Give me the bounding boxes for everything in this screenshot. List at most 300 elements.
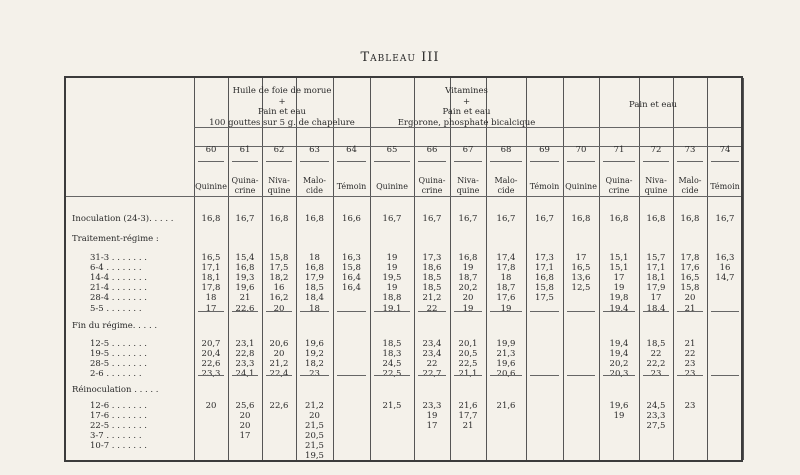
table-cell: 16,7 — [715, 214, 735, 224]
table-cell: 17 — [426, 421, 438, 431]
table-cell: 22 — [684, 349, 696, 359]
block-underline — [490, 375, 522, 376]
table-cell: 12,5 — [571, 283, 591, 293]
table-cell: 16,8 — [201, 214, 221, 224]
table-cell: 17,9 — [305, 273, 324, 283]
table-cell: 27,5 — [646, 421, 666, 431]
table-cell: 17 — [239, 431, 251, 441]
table-cell: 23,4 — [422, 339, 442, 349]
table-cell: 18 — [500, 273, 512, 283]
column-number: 73 — [684, 145, 696, 155]
table-cell: 16,8 — [269, 214, 289, 224]
table-cell: 20 — [205, 401, 217, 411]
cell-underline — [418, 161, 446, 162]
table-cell: 22 — [426, 304, 438, 314]
table-cell: 21,6 — [496, 401, 516, 411]
block-underline — [418, 375, 446, 376]
cell-underline — [677, 161, 703, 162]
table-cell: 17 — [205, 304, 217, 314]
table-cell: 16,7 — [235, 214, 255, 224]
column-drug-label-line: Niva- — [268, 176, 290, 185]
row-label: 28-5 . . . . . . . — [90, 359, 147, 369]
table-cell: 19,1 — [382, 304, 402, 314]
cell-underline — [603, 196, 635, 197]
table-cell: 24,5 — [382, 359, 402, 369]
table-cell: 17,6 — [496, 293, 516, 303]
table-cell: 22,5 — [458, 359, 478, 369]
table-cell: 16,5 — [680, 273, 700, 283]
group-header — [194, 86, 370, 128]
table-cell: 21 — [462, 421, 474, 431]
column-drug-label — [370, 182, 414, 192]
table-cell: 23 — [684, 401, 696, 411]
cell-underline — [232, 196, 258, 197]
cell-underline — [490, 161, 522, 162]
table-cell: 18,6 — [422, 263, 442, 273]
table-cell: 21,5 — [382, 401, 402, 411]
table-cell: 16,7 — [535, 214, 554, 224]
table-cell: 16,3 — [342, 253, 361, 263]
table-cell: 21,3 — [496, 349, 516, 359]
table-cell: 16,4 — [342, 283, 361, 293]
table-cell: 19,6 — [609, 401, 629, 411]
block-underline — [337, 311, 366, 312]
table-cell: 18,7 — [458, 273, 478, 283]
table-cell: 17 — [613, 273, 625, 283]
table-cell: 24,5 — [646, 401, 666, 411]
row-label: 21-4 . . . . . . . — [90, 283, 147, 293]
table-cell: 18 — [309, 253, 320, 263]
column-drug-label-line: Témoin — [336, 182, 367, 191]
block-underline — [643, 375, 669, 376]
table-cell: 20,7 — [201, 339, 221, 349]
table-cell: 22 — [426, 359, 438, 369]
block-underline — [643, 311, 669, 312]
column-number: 65 — [386, 145, 398, 155]
table-cell: 22,2 — [646, 359, 666, 369]
table-cell: 15,8 — [269, 253, 289, 263]
column-number: 62 — [273, 145, 285, 155]
table-cell: 19,4 — [609, 339, 629, 349]
table-cell: 20 — [273, 304, 285, 314]
table-cell: 22,5 — [382, 369, 402, 379]
table-cell: 19 — [500, 304, 512, 314]
column-drug-label — [296, 176, 333, 196]
table-cell: 19,6 — [235, 283, 255, 293]
table-cell: 16,8 — [609, 214, 629, 224]
column-divider — [743, 78, 744, 460]
cell-underline — [374, 161, 410, 162]
table-cell: 16 — [273, 283, 285, 293]
table-cell: 18,1 — [201, 273, 221, 283]
table-cell: 16,3 — [715, 253, 735, 263]
table-cell: 19,5 — [382, 273, 402, 283]
table-cell: 20 — [273, 349, 285, 359]
section-label: Traitement-régime : — [72, 234, 159, 244]
row-label: 2-6 . . . . . . . — [90, 369, 142, 379]
table-cell: 25,6 — [235, 401, 255, 411]
table-cell: 17,8 — [680, 253, 700, 263]
column-drug-label-line: crine — [421, 186, 443, 195]
column-drug-label-line: Malo- — [302, 176, 327, 185]
group-header-line: Pain et eau — [628, 100, 678, 110]
table-cell: 18,8 — [382, 293, 402, 303]
table-cell: 16,8 — [680, 214, 700, 224]
table-cell: 19 — [462, 263, 474, 273]
table-cell: 18,2 — [305, 359, 324, 369]
column-drug-label — [486, 176, 526, 196]
row-label: 6-4 . . . . . . . — [90, 263, 142, 273]
data-table — [64, 76, 743, 462]
column-number: 63 — [309, 145, 320, 155]
cell-underline — [198, 196, 224, 197]
table-cell: 23 — [684, 369, 696, 379]
row-label: 22-5 . . . . . . . — [90, 421, 147, 431]
block-underline — [232, 311, 258, 312]
row-label: 5-5 . . . . . . . — [90, 304, 142, 314]
table-cell: 16,8 — [646, 214, 666, 224]
table-cell: 18,2 — [269, 273, 289, 283]
cell-underline — [198, 161, 224, 162]
table-cell: 19 — [386, 263, 398, 273]
cell-underline — [711, 196, 739, 197]
table-cell: 19 — [386, 283, 398, 293]
block-underline — [454, 375, 482, 376]
block-underline — [603, 375, 635, 376]
table-cell: 23,3 — [201, 369, 221, 379]
table-cell: 17,1 — [535, 263, 554, 273]
table-cell: 20,4 — [201, 349, 221, 359]
table-cell: 24,1 — [235, 369, 255, 379]
row-label: 31-3 . . . . . . . — [90, 253, 147, 263]
column-drug-label — [450, 176, 486, 196]
column-number: 74 — [719, 145, 731, 155]
table-cell: 14,7 — [715, 273, 735, 283]
group-header-line: 100 gouttes sur 5 g. de chapelure — [209, 117, 355, 128]
cell-underline — [490, 196, 522, 197]
column-drug-label — [673, 176, 707, 196]
table-cell: 17,5 — [535, 293, 554, 303]
table-cell: 13,6 — [571, 273, 591, 283]
cell-underline — [711, 161, 739, 162]
column-drug-label — [333, 182, 370, 192]
column-drug-label-line: Témoin — [710, 182, 740, 191]
column-number: 69 — [539, 145, 550, 155]
column-drug-label-line: Niva- — [457, 176, 479, 185]
table-cell: 23,3 — [646, 411, 666, 421]
table-cell: 17,4 — [496, 253, 516, 263]
table-cell: 18,3 — [382, 349, 402, 359]
column-drug-label — [194, 182, 228, 192]
table-cell: 21,2 — [269, 359, 289, 369]
table-cell: 17,1 — [201, 263, 221, 273]
table-cell: 18,5 — [646, 339, 666, 349]
table-cell: 21,5 — [305, 441, 324, 451]
cell-underline — [300, 196, 329, 197]
block-underline — [530, 311, 559, 312]
table-cell: 19,5 — [305, 451, 324, 461]
table-cell: 16,8 — [535, 273, 554, 283]
table-cell: 20,3 — [609, 369, 629, 379]
cell-underline — [643, 161, 669, 162]
column-drug-label-line: Témoin — [529, 182, 560, 191]
table-cell: 20 — [462, 293, 474, 303]
table-cell: 16 — [719, 263, 731, 273]
table-cell: 21 — [684, 339, 696, 349]
column-drug-label — [526, 182, 563, 192]
cell-underline — [374, 196, 410, 197]
column-number: 70 — [575, 145, 587, 155]
table-cell: 23 — [309, 369, 320, 379]
table-cell: 20,5 — [305, 431, 324, 441]
column-number: 72 — [650, 145, 662, 155]
table-cell: 16,5 — [571, 263, 591, 273]
table-cell: 22,4 — [269, 369, 289, 379]
table-cell: 23,3 — [422, 401, 442, 411]
table-cell: 22 — [650, 349, 662, 359]
column-drug-label-line: Malo- — [494, 176, 518, 185]
block-underline — [266, 311, 292, 312]
block-underline — [454, 311, 482, 312]
cell-underline — [454, 196, 482, 197]
table-cell: 15,8 — [535, 283, 554, 293]
table-cell: 19,6 — [496, 359, 516, 369]
section-label: Fin du régime. . . . . — [72, 321, 158, 331]
cell-underline — [300, 161, 329, 162]
table-cell: 16,8 — [305, 214, 324, 224]
table-cell: 20 — [309, 411, 320, 421]
table-cell: 22,7 — [422, 369, 442, 379]
column-drug-label — [262, 176, 296, 196]
table-cell: 18,4 — [305, 293, 324, 303]
table-cell: 21,5 — [305, 421, 324, 431]
block-underline — [198, 311, 224, 312]
row-label: 17-6 . . . . . . . — [90, 411, 147, 421]
table-cell: 19,2 — [305, 349, 324, 359]
table-cell: 16,7 — [458, 214, 478, 224]
block-underline — [232, 375, 258, 376]
group-header — [370, 86, 563, 128]
cell-underline — [677, 196, 703, 197]
table-cell: 20,2 — [609, 359, 629, 369]
table-cell: 21 — [684, 304, 696, 314]
block-underline — [711, 311, 739, 312]
table-cell: 15,7 — [646, 253, 666, 263]
group-header-line: Ergorone, phosphate bicalcique — [397, 117, 536, 128]
cell-underline — [454, 161, 482, 162]
column-number: 66 — [426, 145, 438, 155]
table-cell: 17,8 — [496, 263, 516, 273]
table-cell: 21,2 — [305, 401, 324, 411]
row-label: 12-6 . . . . . . . — [90, 401, 147, 411]
block-underline — [677, 311, 703, 312]
row-label: 19-5 . . . . . . . — [90, 349, 147, 359]
table-cell: 17,6 — [680, 263, 700, 273]
column-drug-label-line: cide — [306, 186, 323, 195]
group-header-line: Huile de foie de morue — [232, 86, 332, 96]
table-cell: 19 — [426, 411, 438, 421]
table-cell: 20,2 — [458, 283, 478, 293]
cell-underline — [567, 196, 595, 197]
column-drug-label-line: Quina- — [605, 176, 633, 185]
table-cell: 20,6 — [496, 369, 516, 379]
cell-underline — [418, 196, 446, 197]
column-drug-label — [228, 176, 262, 196]
block-underline — [677, 375, 703, 376]
table-cell: 16,7 — [422, 214, 442, 224]
table-cell: 16,2 — [269, 293, 289, 303]
table-cell: 17,5 — [269, 263, 289, 273]
table-cell: 23 — [684, 359, 696, 369]
column-number: 60 — [205, 145, 217, 155]
section-label: Réinoculation . . . . . — [72, 385, 159, 395]
column-drug-label-line: Quina- — [231, 176, 259, 185]
block-underline — [603, 311, 635, 312]
table-cell: 16,8 — [571, 214, 591, 224]
table-cell: 20,6 — [269, 339, 289, 349]
table-cell: 18,4 — [646, 304, 666, 314]
table-cell: 19 — [613, 283, 625, 293]
table-cell: 23,3 — [235, 359, 255, 369]
block-underline — [374, 311, 410, 312]
table-cell: 19 — [613, 411, 625, 421]
column-drug-label-line: cide — [497, 186, 515, 195]
table-cell: 18,5 — [422, 283, 442, 293]
column-drug-label-line: Niva- — [645, 176, 667, 185]
row-label: 28-4 . . . . . . . — [90, 293, 147, 303]
table-cell: 20,1 — [458, 339, 478, 349]
column-number: 68 — [500, 145, 512, 155]
table-cell: 17,9 — [646, 283, 666, 293]
block-underline — [418, 311, 446, 312]
table-cell: 18,1 — [646, 273, 666, 283]
table-cell: 18,5 — [422, 273, 442, 283]
group-header — [563, 100, 743, 111]
row-label: Inoculation (24-3). . . . . — [72, 214, 174, 224]
block-underline — [266, 375, 292, 376]
group-header-line: + — [462, 96, 471, 107]
column-drug-label-line: crine — [234, 186, 256, 195]
table-cell: 17,7 — [458, 411, 478, 421]
row-label: 10-7 . . . . . . . — [90, 441, 147, 451]
column-number: 71 — [613, 145, 625, 155]
table-cell: 22,6 — [269, 401, 289, 411]
cell-underline — [603, 161, 635, 162]
table-cell: 19,8 — [609, 293, 629, 303]
cell-underline — [530, 196, 559, 197]
block-underline — [567, 311, 595, 312]
table-cell: 16,4 — [342, 273, 361, 283]
table-cell: 17 — [575, 253, 587, 263]
column-drug-label-line: quine — [456, 186, 480, 195]
table-cell: 20 — [239, 411, 251, 421]
table-cell: 18 — [205, 293, 217, 303]
table-cell: 19,9 — [496, 339, 516, 349]
table-cell: 18,7 — [496, 283, 516, 293]
column-drug-label — [707, 182, 743, 192]
block-underline — [337, 375, 366, 376]
table-cell: 21,1 — [458, 369, 478, 379]
block-underline — [567, 375, 595, 376]
table-cell: 21 — [239, 293, 251, 303]
column-drug-label-line: quine — [644, 186, 668, 195]
table-cell: 19,3 — [235, 273, 255, 283]
table-cell: 20,5 — [458, 349, 478, 359]
cell-underline — [567, 161, 595, 162]
column-drug-label-line: cide — [681, 186, 699, 195]
block-underline — [374, 375, 410, 376]
table-cell: 17,3 — [535, 253, 554, 263]
table-cell: 16,8 — [235, 263, 255, 273]
table-cell: 19,6 — [305, 339, 324, 349]
column-number: 67 — [462, 145, 474, 155]
table-cell: 18 — [309, 304, 320, 314]
table-cell: 20 — [684, 293, 696, 303]
table-cell: 16,8 — [458, 253, 478, 263]
block-underline — [490, 311, 522, 312]
column-drug-label — [639, 176, 673, 196]
column-number: 64 — [346, 145, 357, 155]
row-label: 3-7 . . . . . . . — [90, 431, 142, 441]
column-drug-label-line: quine — [267, 186, 291, 195]
cell-underline — [337, 161, 366, 162]
table-cell: 17,1 — [646, 263, 666, 273]
table-cell: 17,3 — [422, 253, 442, 263]
column-drug-label — [563, 182, 599, 192]
table-cell: 18,5 — [382, 339, 402, 349]
table-cell: 19,4 — [609, 304, 629, 314]
block-underline — [711, 375, 739, 376]
block-underline — [300, 375, 329, 376]
table-cell: 18,5 — [305, 283, 324, 293]
table-cell: 15,4 — [235, 253, 255, 263]
row-label: 14-4 . . . . . . . — [90, 273, 147, 283]
table-cell: 15,1 — [609, 253, 629, 263]
table-cell: 16,6 — [342, 214, 361, 224]
cell-underline — [266, 196, 292, 197]
column-drug-label — [414, 176, 450, 196]
table-cell: 16,5 — [201, 253, 221, 263]
column-drug-label-line: Quina- — [418, 176, 446, 185]
table-cell: 21,2 — [422, 293, 442, 303]
table-cell: 22,6 — [235, 304, 255, 314]
group-header-line: Pain et eau — [257, 107, 307, 117]
table-cell: 23,1 — [235, 339, 255, 349]
table-cell: 22,8 — [235, 349, 255, 359]
cell-underline — [232, 161, 258, 162]
table-cell: 16,7 — [496, 214, 516, 224]
table-cell: 19 — [386, 253, 398, 263]
table-cell: 16,7 — [382, 214, 402, 224]
table-cell: 23,4 — [422, 349, 442, 359]
column-drug-label-line: Quinine — [565, 182, 597, 191]
column-drug-label-line: Quinine — [195, 182, 227, 191]
table-cell: 20 — [239, 421, 251, 431]
table-cell: 19 — [462, 304, 474, 314]
table-cell: 15,8 — [680, 283, 700, 293]
table-cell: 19,4 — [609, 349, 629, 359]
block-underline — [530, 375, 559, 376]
table-title: Tableau III — [360, 50, 440, 65]
cell-underline — [266, 161, 292, 162]
table-cell: 22,6 — [201, 359, 221, 369]
column-drug-label-line: crine — [608, 186, 630, 195]
group-header-line: Vitamines — [445, 86, 488, 96]
cell-underline — [643, 196, 669, 197]
cell-underline — [530, 161, 559, 162]
table-cell: 16,8 — [305, 263, 324, 273]
group-header-line: Pain et eau — [442, 107, 491, 117]
